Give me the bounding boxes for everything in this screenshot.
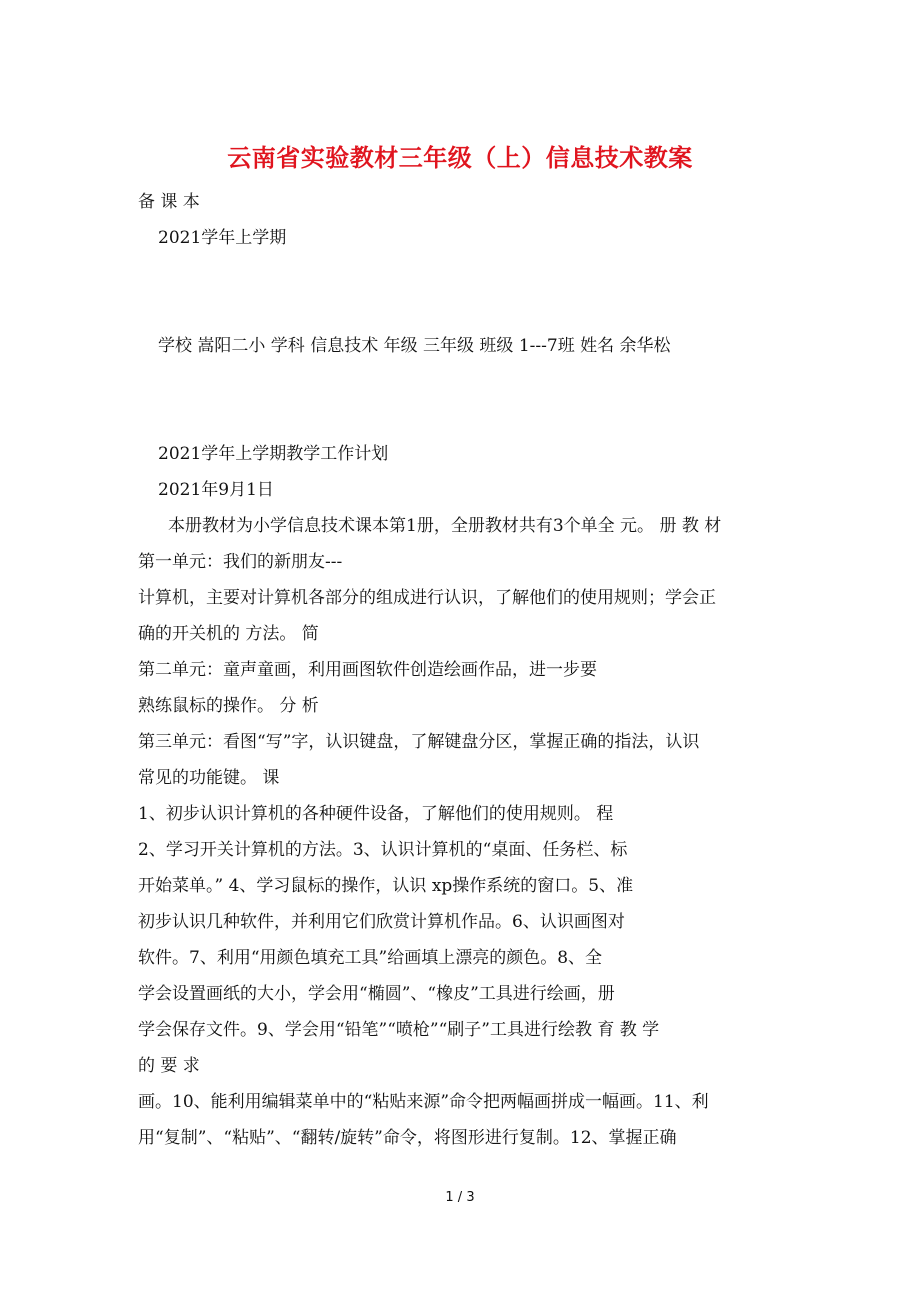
text-line-semester: 2021学年上学期	[158, 228, 287, 248]
text-line-unit-1: 第一单元：我们的新朋友---	[138, 552, 343, 572]
text-line-goal-4: 初步认识几种软件，并利用它们欣赏计算机作品。6、认识画图对	[138, 912, 625, 932]
text-line-plan-title: 2021学年上学期教学工作计划	[158, 444, 389, 464]
text-line-unit-2-end: 熟练鼠标的操作。 分 析	[138, 696, 319, 716]
text-line-requirements: 的 要 求	[138, 1056, 200, 1076]
text-line-goal-7: 学会保存文件。9、学会用“铅笔”“喷枪”“刷子”工具进行绘教 育 教 学	[138, 1020, 660, 1040]
text-line-goal-3: 开始菜单。” 4、学习鼠标的操作，认识 xp操作系统的窗口。5、准	[138, 876, 634, 896]
text-line-unit-2: 第二单元：童声童画，利用画图软件创造绘画作品，进一步要	[138, 660, 597, 680]
text-line-unit-1-desc: 计算机，主要对计算机各部分的组成进行认识，了解他们的使用规则；学会正	[138, 588, 716, 608]
text-line-goal-9: 用“复制”、“粘贴”、“翻转/旋转”命令，将图形进行复制。12、掌握正确	[138, 1128, 677, 1148]
text-line-goal-6: 学会设置画纸的大小，学会用“椭圆”、“橡皮”工具进行绘画，册	[138, 984, 615, 1004]
text-line-unit-1-end: 确的开关机的 方法。 简	[138, 624, 319, 644]
text-line-date: 2021年9月1日	[158, 480, 274, 500]
text-line-school-info: 学校 嵩阳二小 学科 信息技术 年级 三年级 班级 1---7班 姓名 余华松	[158, 336, 671, 356]
text-line-unit-3-end: 常见的功能键。 课	[138, 768, 280, 788]
text-line-notebook: 备 课 本	[138, 192, 200, 212]
text-line-goal-5: 软件。7、利用“用颜色填充工具”给画填上漂亮的颜色。8、全	[138, 948, 603, 968]
document-title: 云南省实验教材三年级（上）信息技术教案	[227, 143, 693, 172]
text-line-goal-1: 1、初步认识计算机的各种硬件设备，了解他们的使用规则。 程	[138, 804, 614, 824]
text-line-goal-2: 2、学习开关计算机的方法。3、认识计算机的“桌面、任务栏、标	[138, 840, 628, 860]
page-number: 1 / 3	[445, 1190, 475, 1205]
text-line-intro: 本册教材为小学信息技术课本第1册，全册教材共有3个单全 元。 册 教 材	[168, 516, 722, 536]
text-line-unit-3: 第三单元：看图“写”字，认识键盘，了解键盘分区，掌握正确的指法，认识	[138, 732, 700, 752]
text-line-goal-8: 画。10、能利用编辑菜单中的“粘贴来源”命令把两幅画拼成一幅画。11、利	[138, 1092, 709, 1112]
